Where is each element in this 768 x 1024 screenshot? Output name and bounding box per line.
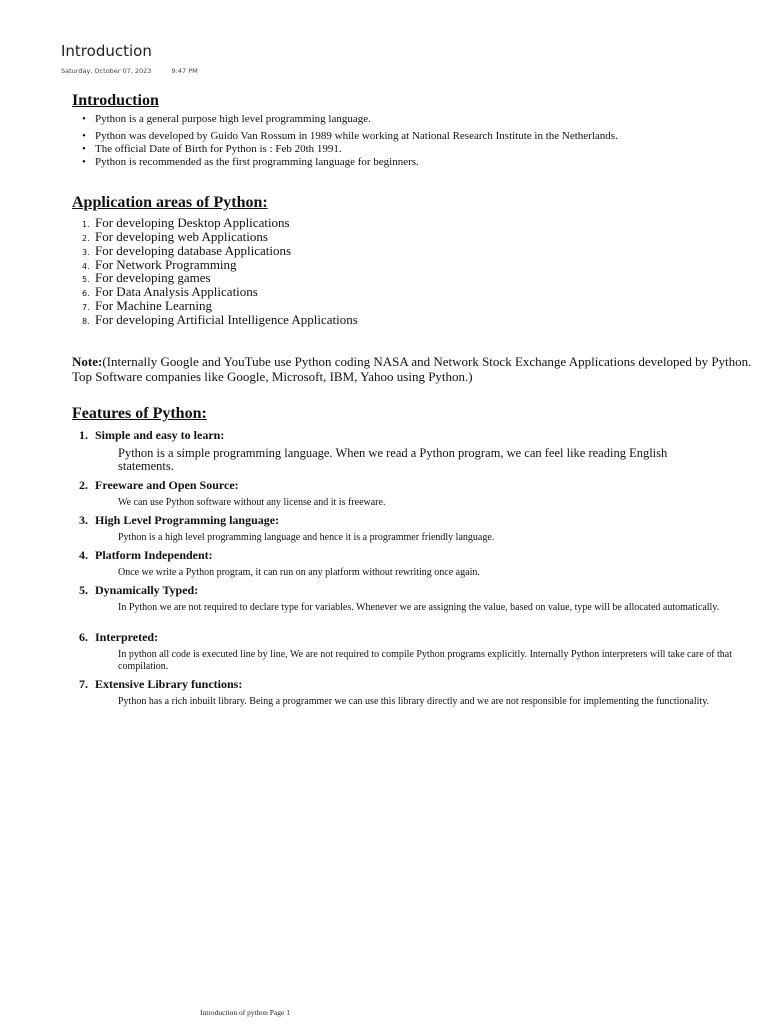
application-item — [77, 216, 737, 230]
feature-title-text: High Level Programming language: — [95, 513, 280, 527]
feature-title — [79, 428, 224, 443]
intro-bullet: • Python was developed by Guido Van Rossum in 1989 while working at National Research Institute in the Netherlands. — [77, 130, 757, 143]
feature-number: 2. — [79, 478, 88, 492]
feature-title — [79, 478, 239, 493]
application-item — [77, 258, 737, 272]
item-number: 3. — [82, 247, 90, 257]
feature-title-text: Dynamically Typed: — [95, 583, 199, 597]
feature-title — [79, 548, 213, 563]
feature-title-text: Platform Independent: — [95, 548, 213, 562]
item-number: 6. — [82, 289, 90, 299]
feature-number: 7. — [79, 677, 88, 691]
application-item — [77, 285, 737, 299]
intro-bullet-list — [77, 113, 757, 169]
item-text: For developing Desktop Applications — [95, 215, 290, 230]
feature-description: Python is a simple programming language. When we read a Python program, we can feel like reading English statements. — [118, 446, 668, 473]
application-item — [77, 271, 737, 285]
feature-number: 5. — [79, 583, 88, 597]
item-number: 4. — [82, 261, 90, 271]
note-paragraph — [72, 354, 752, 384]
feature-title — [79, 677, 242, 692]
item-number: 2. — [82, 233, 90, 243]
page-date: Saturday, October 07, 2023 — [61, 67, 152, 75]
note-label: Note: — [72, 354, 103, 369]
application-item — [77, 299, 737, 313]
intro-heading: Introduction — [72, 92, 159, 109]
feature-number: 3. — [79, 513, 88, 527]
applications-heading: Application areas of Python: — [72, 194, 268, 211]
feature-title-text: Simple and easy to learn: — [95, 428, 225, 442]
item-number: 7. — [82, 303, 90, 313]
features-heading: Features of Python: — [72, 405, 207, 422]
feature-number: 6. — [79, 630, 88, 644]
item-text: For developing games — [95, 270, 211, 286]
applications-list — [77, 216, 737, 327]
item-number: 8. — [82, 316, 90, 326]
application-item — [77, 313, 737, 327]
feature-description: In Python we are not required to declare type for variables. Whenever we are assigning the value, based on value, type will be allocated automatically. — [118, 602, 720, 613]
item-text: For Machine Learning — [95, 298, 212, 314]
page-title: Introduction — [61, 42, 152, 60]
item-text: For Data Analysis Applications — [95, 284, 258, 300]
item-text: For developing web Applications — [95, 228, 268, 244]
page-timestamp — [61, 67, 198, 75]
feature-title — [79, 630, 158, 645]
item-number: 1. — [82, 220, 90, 229]
feature-description: In python all code is executed line by line, We are not required to compile Python programs explicitly. Internally Python interpreters will take care of that compilation. — [118, 649, 733, 672]
intro-bullet: • Python is a general purpose high level programming language. — [77, 113, 757, 126]
feature-title-text: Freeware and Open Source: — [95, 478, 239, 492]
feature-description: Python has a rich inbuilt library. Being a programmer we can use this library directly and we are not responsible for implementing the functionality. — [118, 696, 710, 707]
item-text: For developing database Applications — [95, 242, 292, 258]
item-number: 5. — [82, 275, 90, 285]
note-text: (Internally Google and YouTube use Python coding NASA and Network Stock Exchange Applications developed by Python. Top Software companies like Google, Microsoft, IBM, Yahoo using Python.) — [72, 354, 752, 384]
feature-description: We can use Python software without any license and it is freeware. — [118, 497, 386, 508]
feature-title — [79, 513, 279, 528]
intro-bullet: • Python is recommended as the first programming language for beginners. — [77, 156, 757, 169]
application-item — [77, 244, 737, 258]
feature-number: 1. — [79, 428, 88, 442]
feature-title-text: Interpreted: — [95, 630, 159, 644]
page-footer: Introduction of python Page 1 — [200, 1008, 290, 1017]
intro-bullet: • The official Date of Birth for Python is : Feb 20th 1991. — [77, 143, 757, 156]
feature-title-text: Extensive Library functions: — [95, 677, 243, 691]
feature-description: Once we write a Python program, it can run on any platform without rewriting once again. — [118, 567, 480, 578]
feature-title — [79, 583, 198, 598]
item-text: For Network Programming — [95, 256, 237, 272]
page-time: 9:47 PM — [171, 67, 198, 75]
application-item — [77, 230, 737, 244]
feature-description: Python is a high level programming language and hence it is a programmer friendly language. — [118, 532, 495, 543]
item-text: For developing Artificial Intelligence Applications — [95, 311, 358, 327]
feature-number: 4. — [79, 548, 88, 562]
